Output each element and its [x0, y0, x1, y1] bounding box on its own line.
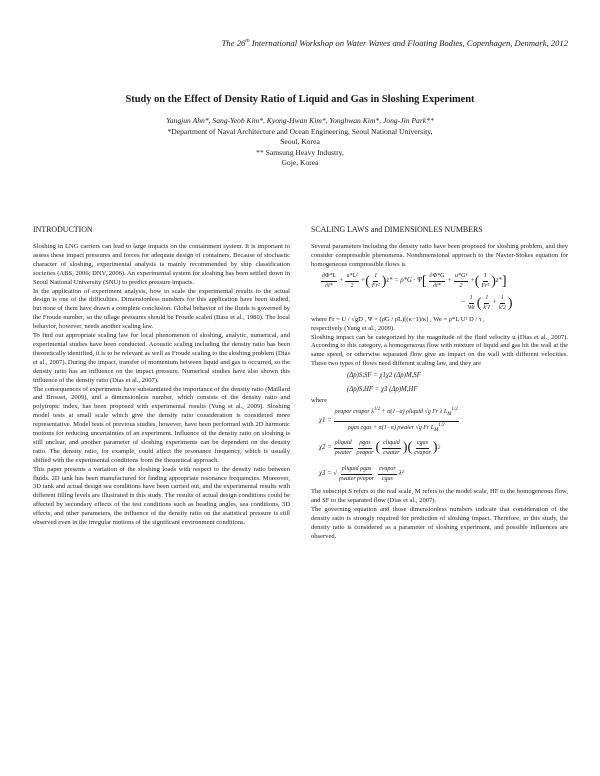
affiliation-line: *Department of Naval Architecture and Ocean Engineering, Seoul National University,	[167, 126, 433, 136]
body-paragraph: The governing equation and those dimensionless numbers indicate that consideration of the density ratio is strongly required for prediction of sloshing impact. Therefore, in this study, the density ratio is considered as a parameter of sloshing experiment, and possible influences are observed.	[311, 505, 568, 540]
body-paragraph: The consequences of experiments have substantiated the importance of the density ratio (Maillard and Brosset, 2009), and a dimensionless number, which consists of the density ratio and polytropic index, has been proposed with experimental results (Yung et al., 2009). Sloshing model tests at small scale which give the density ratio consideration is considered more representative. Model tests of previous studies, however, have been performed with 2D harmonic motions for reducing uncertainties of an experiment. Influence of the density ratio on sloshing is still unclear, and another parameter of sloshing experiments can be dependent on the density ratio. The density ratio, for example, could affect the resonance frequency, which is usually shifted with the experimental conditions from the theoretical approach.	[33, 385, 290, 464]
paper-title: Study on the Effect of Density Ratio of Liquid and Gas in Sloshing Experiment	[125, 94, 475, 105]
affiliation-line: Seoul, Korea	[280, 137, 320, 147]
right-column	[311, 243, 568, 542]
body-paragraph: Several parameters including the density ratio have been proposed for sloshing problem, and they consider compressible phenomena. Nondimensional approach to the Navier-Stokes equation for homogeneous compressible flows is	[311, 243, 568, 268]
weber-term: − $\frac{1}{We}$ ( $\frac{1}{k'1}$ + $\frac{1}{k'2}$ )	[461, 295, 513, 312]
section-heading-introduction: INTRODUCTION	[33, 225, 93, 234]
where-label: where	[311, 397, 327, 405]
body-paragraph: Sloshing in LNG carriers can lead to large impacts on the containment system. It is important to assess these impact pressures and forces for adequate design of containers. Because of stochastic character of sloshing, experimental analysis is mainly recommended by ship classification societies (ABS, 2006; DNV, 2006). An experimental system for sloshing has been settled down in Seoul National University (SNU) to predict pressure impacts.	[33, 243, 290, 286]
chi2-equation: χ2 = $\frac{\text{ρliquid}}{\text{ρwater}}$ $\frac{\text{ρgas}}{\text{ρvapor}}$ ( $\frac{\text{cliquid}}{\text{cwater}}$ ) ( $\frac{\text{cgas}}{\text{cvapor}}$ ) 2	[319, 439, 441, 456]
where-definitions: where Fr = U / √gD , Ψ = (ρ̄G / ρ̄L)[(κ−1)/κ] , We = ρ*L U² D / τ ,	[311, 315, 485, 323]
homogeneous-flow-equation: (Δp)S,HF = χ3 (Δp)M,HF	[347, 385, 418, 393]
left-column	[33, 243, 290, 528]
chi3-equation: χ3 = √ $\frac{\text{ρliquid ρgas}}{\text{ρwater ρvapor}}$ $\frac{\text{cvapor}}{\text{cgas}}$ λ²	[319, 465, 404, 482]
body-paragraph: The subscript S refers to the real scale, M refers to the model scale, HF to the homogeneous flow, and SF to the separated flow (Dias et al., 2007).	[311, 488, 568, 504]
section-heading-scaling: SCALING LAWS and DIMENSIONLES NUMBERS	[311, 225, 483, 234]
affiliation-line: Goje, Korea	[281, 158, 319, 168]
author-names: Yangjun Ahn*, Sang-Yeob Kim*, Kyong-Hwan Kim*, Yonghwan Kim*, Jong-Jin Park**	[166, 116, 434, 125]
body-paragraph: Sloshing impact can be categorized by the magnitude of the fluid velocity u (Dias et al., 2007). According to this category, a homogeneous flow with mixture of liquid and gas hit the wall at the same speed, or otherwise separated flow give an impact on the wall with different velocities. These two types of flows need different scaling law, and they are	[311, 333, 568, 368]
navier-stokes-equation: $\frac{\partial\Phi*L}{\partial t*}$ + $\frac{\text{u*L²}}{2}$ + ( $\frac{1}{\text{Fr²}}$ ) z* = ρ*G · Ψ [ $\frac{\partial\Phi*G}{\partial t*}$ + $\frac{\text{u*G²}}{2}$ + ( $\frac{1}{\text{Fr²}}$ ) z* ]	[322, 273, 507, 290]
body-paragraph: respectively (Yung et al., 2009).	[311, 324, 395, 332]
chi1-equation: χ1 = $\frac{\rho vapor cvapor \lambda^{1/2} + \alpha(1-\alpha) \rho liquid √g Fr \lambda L_M^{1/2}}{\rho gas cgas + \alpha(1-\alpha) \rho water √g Fr L_M^{1/2}}$	[319, 407, 458, 433]
header-superscript: th	[245, 38, 250, 45]
running-header	[222, 38, 568, 48]
body-paragraph: In the application of experiment analysis, how to scale the experimental results to the actual design is one of the difficulties. Dimensionless numbers for this application have been studied, but none of them have drawn a complete conclusion. Global behavior of the fluids is governed by the Froude number, so the ullage pressures should be Froude scaled (Bass et al., 1980). The local behavior, however, needs another scaling law.	[33, 287, 290, 331]
author-block	[0, 116, 600, 169]
body-paragraph: This paper presents a variation of the sloshing loads with respect to the density ratio between fluids. 2D tank has been manufactured for finding appropriate resonance frequencies. Moreover, 3D tank and actual design sea conditions have been carried out, and the experimental results with different filling levels are illustrated in this study. The results of actual design conditions could be affected by secondary effects of the test conditions such as heading angles, sea conditions, 3D effects, and other parameters, the influence of the density ratio on the statistical pressure is still observed even in the irregular motions of the significant environment conditions.	[33, 465, 290, 527]
separated-flow-equation: (Δp)S,SF = χ1χ2 (Δp)M,SF	[347, 371, 421, 379]
header-rest: International Workshop on Water Waves and Floating Bodies, Copenhagen, Denmark, 2012	[249, 38, 568, 48]
body-paragraph: To find out appropriate scaling law for local phenomenon of sloshing, analytic, numerical, and experimental studies have been conducted. Acoustic scaling including the density ratio has been theoretically identified, it is to be relevant as well as Froude scaling to the sloshing problem (Dias et al., 2007). During the impact, transfer of momentum between liquid and gas is occurred, so the density ratio has an influence on the impact pressure. Numerical studies have also shown this influence of the density ratio (Dias et al., 2007).	[33, 332, 290, 384]
header-prefix: The 26	[221, 38, 246, 48]
affiliation-line: ** Samsung Heavy Industry,	[256, 147, 344, 157]
